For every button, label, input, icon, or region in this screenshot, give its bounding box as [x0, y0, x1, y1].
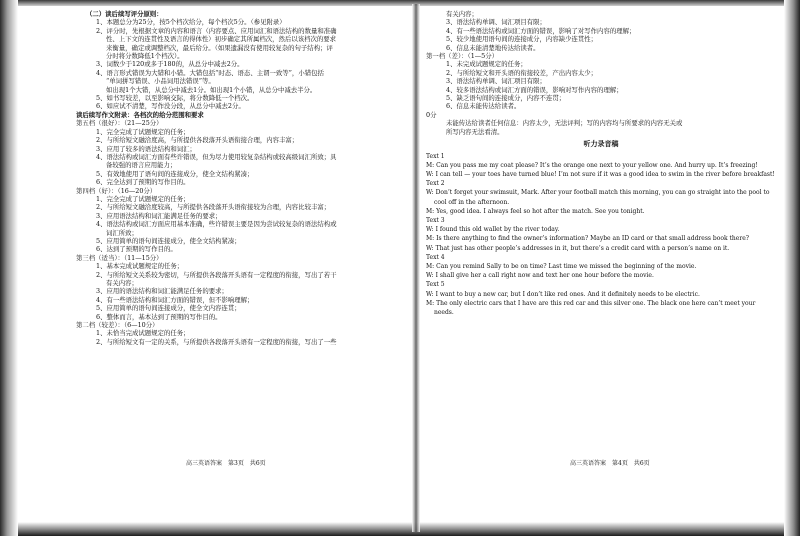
text-line: 2、与所给短文有一定的关系，与所提供各段落开头语有一定程度的衔接，写出了一些: [96, 337, 337, 346]
text-line: 有关内容；: [446, 10, 478, 18]
transcript-line: Text 1: [426, 152, 445, 160]
text-line: 第三档（适当）：（11—15分）: [76, 253, 163, 262]
left-page-footer: 高三英语答案 第3页 共6页: [186, 460, 266, 467]
text-line: 1、基本完成试题规定的任务；: [96, 262, 184, 271]
text-line: 第二档（较差）：（6—10分）: [76, 321, 159, 330]
text-line: 6、整体而言，基本达到了预期的写作目的。: [96, 312, 222, 321]
transcript-line: W: I can tell — your toes have turned blue! I’m not sure if it was a good idea to swim in the river before breakfast!: [426, 170, 775, 178]
left-page-text: [76, 10, 410, 346]
text-line: 未能传达给读者任何信息：内容太少，无法评判；写的内容均与所要求的内容无关或: [446, 119, 683, 128]
text-line: 4、较多语法结构或词汇方面的错误，影响对写作内容的理解；: [446, 85, 623, 94]
text-line: 4、语法结构或词汇方面应用基本准确，些许错误主要是因为尝试较复杂的语法结构或: [96, 220, 337, 229]
text-line: 3、应用的语法结构和词汇能满足任务的要求；: [96, 287, 228, 296]
text-line: 备较强的语言应用能力；: [106, 161, 177, 170]
text-line: 4、有一些语法结构和词汇方面的错误，但不影响理解；: [96, 295, 254, 304]
scan-shadow-right: [784, 0, 800, 536]
text-line: 2、与所给短文融洽度高，与所提供各段落开头语衔接合理，内容丰富；: [96, 136, 299, 145]
text-line: 1、未恰当完成试题规定的任务；: [96, 329, 190, 338]
transcript-line: Text 5: [426, 281, 445, 289]
text-line: 3、语法结构单调、词汇项目有限；: [446, 18, 546, 27]
right-page: [426, 10, 776, 510]
text-line: 词汇所致；: [106, 228, 138, 237]
text-line: 5、缺乏语句间的连接成分，内容不连贯；: [446, 94, 566, 103]
left-page: [76, 10, 410, 510]
text-line: 6、信息未能清楚地传达给读者。: [446, 43, 540, 52]
transcript-line: W: I found this old wallet by the river today.: [426, 226, 560, 234]
text-line: 1、完全完成了试题规定的任务；: [96, 127, 190, 136]
text-line: 6、信息未能传达给读者。: [446, 102, 521, 111]
text-line: 分时将分数降低1个档次）。: [106, 52, 184, 61]
text-line: 6、达到了预期的写作目的。: [96, 245, 177, 254]
transcript-line: M: The only electric cars that I have are this red car and this silver one. The black one here can’t meet your needs.: [426, 299, 756, 316]
transcript-line: M: Can you pass me my coat please? It’s the orange one next to your yellow one. And hurry up. It’s freezing!: [426, 161, 758, 169]
text-line: 来衡量，确定或调整档次，最后给分。（如果遗漏没有使用较复杂的句子结构；评: [106, 43, 333, 52]
right-page-text: [426, 10, 776, 136]
transcript-line: W: Don’t forget your swimsuit, Mark. After your football match this morning, you can go straight into the pool to cool off in the afternoon.: [426, 189, 770, 206]
right-page-footer: 高三英语答案 第4页 共6页: [570, 460, 650, 467]
text-line: 读后续写作文附录：各档次的给分范围和要求: [76, 110, 204, 119]
transcript-line: W: I want to buy a new car, but I don’t like red ones. And it definitely needs to be electric.: [426, 290, 700, 298]
text-line: “单词拼写错误、小品词用法错误”等。: [106, 77, 215, 86]
transcript-line: M: Yes, good idea. I always feel so hot after the match. See you tonight.: [426, 207, 645, 215]
text-line: 性、上下文的连贯性及语言的得体性）初步确定其所属档次，然后以该档次的要求: [106, 35, 337, 44]
text-line: 4、语言形式错误为大错和小错。大错包括“时态、语态、主谓一致等”，小错包括: [96, 68, 324, 77]
scan-shadow-top: [0, 0, 800, 6]
text-line: 3、词数少于120或多于180的，从总分中减去2分。: [96, 60, 244, 69]
text-line: 6、完全达到了预期的写作目的。: [96, 178, 190, 187]
text-line: 0分: [426, 110, 437, 119]
text-line: 3、应用了较多的语法结构和词汇；: [96, 144, 196, 153]
text-line: 所写内容无法看清。: [446, 127, 504, 136]
transcript-line: Text 3: [426, 216, 445, 224]
text-line: 如出现1个大错，从总分中减去1分。如出现1个小错，从总分中减去半分。: [106, 85, 317, 94]
text-line: 6、如应试不清楚，写作没分段，从总分中减去2分。: [96, 102, 245, 111]
text-line: 5、有效地使用了语句间的连接成分，使全文结构紧凑；: [96, 169, 254, 178]
text-line: 3、语法结构单调、词汇项目有限；: [446, 77, 546, 86]
text-line: 4、有一些语法结构或词汇方面的错误，影响了对写作内容的理解；: [446, 26, 636, 35]
transcript-line: W: I shall give her a call right now and text her one hour before the movie.: [426, 272, 654, 280]
text-line: （二）读后续写评分原则：: [86, 10, 163, 18]
transcript-section-title: 听力录音稿: [583, 139, 619, 149]
text-line: 2、与所给短文融洽度较高，与所提供各段落开头语衔接较为合理，内容比较丰富；: [96, 203, 331, 212]
text-line: 1、本题总分为25分，按5个档次给分，每个档次5分。（参见附录）: [96, 18, 286, 27]
transcript-line: M: Can you remind Sally to be on time? Last time we missed the beginning of the movie.: [426, 262, 697, 270]
text-line: 2、与所给短文关系较为密切，与所提供各段落开头语有一定程度的衔接，写出了若干: [96, 270, 337, 279]
text-line: 第四档（好）：（16—20分）: [76, 186, 157, 195]
listening-transcript: [426, 152, 776, 318]
text-line: 2、评分时，先根据文章的内容和语言（内容要点、应用词汇和语法结构的数量和准确: [96, 26, 337, 35]
scan-shadow-left: [0, 0, 18, 536]
scan-shadow-bottom: [0, 522, 800, 536]
text-line: 4、语法结构或词汇方面有些许错误，但为尽力使用较复杂结构或较高级词汇所致；具: [96, 152, 337, 161]
transcript-line: W: That just has other people’s addresses in it, but there’s a credit card with a person’s name on it.: [426, 244, 730, 252]
text-line: 5、应用简单的语句间连接成分，使全文内容连贯；: [96, 304, 241, 313]
text-line: 有关内容；: [106, 279, 138, 287]
text-line: 3、应用语法结构和词汇能满足任务的要求；: [96, 211, 222, 220]
book-spine: [412, 4, 420, 532]
text-line: 2、与所给短文和开头语的衔接较差，产出内容太少；: [446, 68, 598, 77]
transcript-line: Text 2: [426, 180, 445, 188]
text-line: 1、完全完成了试题规定的任务；: [96, 194, 190, 203]
text-line: 第一档（差）：（1—5分）: [426, 52, 499, 61]
text-line: 1、未完成试题规定的任务；: [446, 60, 527, 69]
transcript-line: Text 4: [426, 253, 445, 261]
text-line: 5、应用简单的语句间连接成分，使全文结构紧凑；: [96, 236, 241, 245]
text-line: 5、较少地使用语句间的连接成分，内容缺少连贯性；: [446, 35, 598, 44]
transcript-line: M: Is there anything to find the owner’s information? Maybe an ID card or that small address book there?: [426, 235, 749, 243]
text-line: 5、如书写较差，以至影响交际，将分数降低一个档次。: [96, 94, 254, 103]
text-line: 第五档（很好）：（21—25分）: [76, 119, 163, 128]
